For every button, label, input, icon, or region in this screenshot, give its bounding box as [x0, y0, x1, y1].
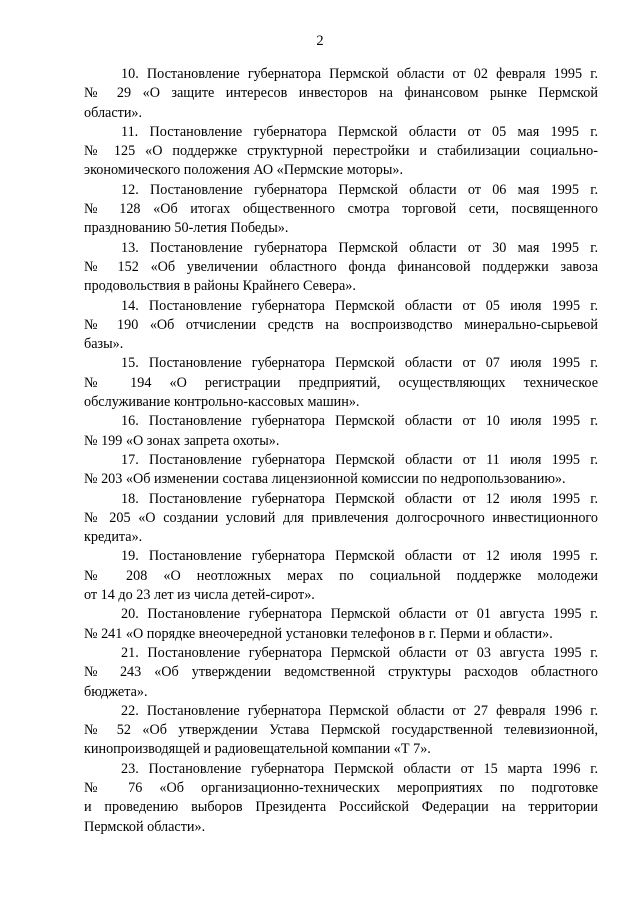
decree-item: [84, 412, 598, 451]
decree-item: [84, 702, 598, 760]
decree-heading-line: 12. Постановление губернатора Пермской области от 06 мая 1995 г.: [121, 181, 598, 198]
decree-heading-line: 21. Постановление губернатора Пермской области от 03 августа 1995 г.: [121, 644, 598, 661]
decree-item: [84, 760, 598, 837]
decree-text-line: Пермской области».: [84, 818, 206, 835]
decree-text-line: № 125 «О поддержке структурной перестройки и стабилизации социально-: [84, 143, 598, 160]
decree-text-line: экономического положения АО «Пермские моторы».: [84, 162, 403, 179]
decree-item: [84, 490, 598, 548]
decree-item: [84, 605, 598, 644]
decree-item: [84, 644, 598, 702]
decree-heading-line: 13. Постановление губернатора Пермской области от 30 мая 1995 г.: [121, 239, 598, 256]
decree-text-line: № 205 «О создании условий для привлечения долгосрочного инвестиционного: [84, 509, 598, 526]
decree-heading-line: 20. Постановление губернатора Пермской области от 01 августа 1995 г.: [121, 606, 598, 623]
decree-text-line: области».: [84, 104, 143, 121]
decree-item: [84, 297, 598, 355]
decree-item: [84, 239, 598, 297]
decree-text-line: празднованию 50-летия Победы».: [84, 220, 289, 237]
decree-text-line: № 199 «О зонах запрета охоты».: [84, 432, 280, 449]
decree-heading-line: 19. Постановление губернатора Пермской области от 12 июля 1995 г.: [121, 548, 598, 565]
decree-text-line: № 241 «О порядке внеочередной установки телефонов в г. Перми и области».: [84, 625, 553, 642]
decree-text-line: базы».: [84, 336, 124, 353]
decree-text-line: обслуживание контрольно-кассовых машин».: [84, 394, 360, 411]
decree-text-line: № 190 «Об отчислении средств на воспроизводство минерально-сырьевой: [84, 316, 598, 333]
decree-text-line: бюджета».: [84, 683, 148, 700]
decree-heading-line: 17. Постановление губернатора Пермской области от 11 июля 1995 г.: [121, 451, 598, 468]
decree-heading-line: 23. Постановление губернатора Пермской области от 15 марта 1996 г.: [121, 760, 598, 777]
decree-text-line: № 203 «Об изменении состава лицензионной комиссии по недропользованию».: [84, 471, 566, 488]
decree-text-line: № 128 «Об итогах общественного смотра торговой сети, посвященного: [84, 201, 598, 218]
decree-item: [84, 547, 598, 605]
decree-text-line: кредита».: [84, 529, 143, 546]
decree-text-line: кинопроизводящей и радиовещательной компании «Т 7».: [84, 741, 431, 758]
decree-text-line: № 76 «Об организационно-технических мероприятиях по подготовке: [84, 779, 598, 796]
decree-item: [84, 181, 598, 239]
decree-text-line: № 243 «Об утверждении ведомственной структуры расходов областного: [84, 664, 598, 681]
decree-heading-line: 15. Постановление губернатора Пермской области от 07 июля 1995 г.: [121, 355, 598, 372]
decree-text-line: продовольствия в районы Крайнего Севера».: [84, 278, 356, 295]
decree-text-line: № 29 «О защите интересов инвесторов на финансовом рынке Пермской: [84, 85, 598, 102]
decree-heading-line: 18. Постановление губернатора Пермской области от 12 июля 1995 г.: [121, 490, 598, 507]
decree-item: [84, 65, 598, 123]
decree-text-line: и проведению выборов Президента Российской Федерации на территории: [84, 799, 598, 816]
decree-text-line: № 194 «О регистрации предприятий, осуществляющих техническое: [84, 374, 598, 391]
decree-text-line: № 52 «Об утверждении Устава Пермской государственной телевизионной,: [84, 722, 598, 739]
page-number: 2: [316, 33, 324, 49]
decree-heading-line: 16. Постановление губернатора Пермской области от 10 июля 1995 г.: [121, 413, 598, 430]
decree-text-line: № 208 «О неотложных мерах по социальной поддержке молодежи: [84, 567, 598, 584]
decree-text-line: от 14 до 23 лет из числа детей-сирот».: [84, 587, 315, 604]
decree-item: [84, 451, 598, 490]
decree-item: [84, 354, 598, 412]
decree-heading-line: 10. Постановление губернатора Пермской области от 02 февраля 1995 г.: [121, 66, 598, 82]
decree-list: [84, 65, 598, 837]
decree-heading-line: 14. Постановление губернатора Пермской области от 05 июля 1995 г.: [121, 297, 598, 314]
decree-item: [84, 123, 598, 181]
decree-heading-line: 11. Постановление губернатора Пермской области от 05 мая 1995 г.: [121, 123, 598, 140]
decree-text-line: № 152 «Об увеличении областного фонда финансовой поддержки завоза: [84, 258, 598, 275]
decree-heading-line: 22. Постановление губернатора Пермской области от 27 февраля 1996 г.: [121, 702, 598, 719]
